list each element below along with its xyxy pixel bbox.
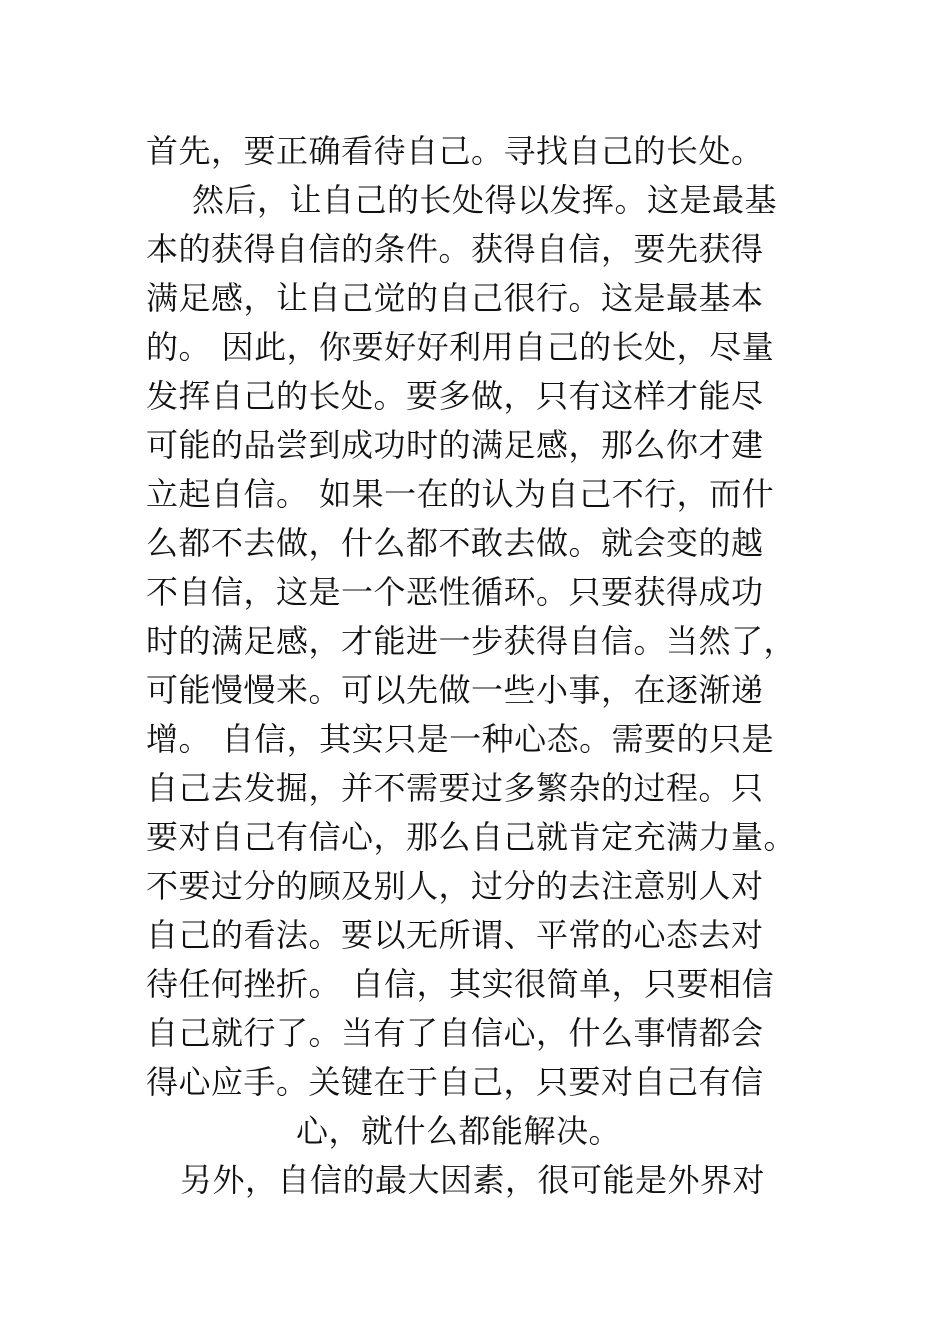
- text-line: 自己的看法。要以无所谓、平常的心态去对: [146, 916, 764, 954]
- text-line: 的。 因此，你要好好利用自己的长处，尽量: [146, 328, 775, 366]
- text-line: 不自信，这是一个恶性循环。只要获得成功: [146, 573, 764, 611]
- text-line: 然后，让自己的长处得以发挥。这是最基: [192, 181, 778, 219]
- text-line: 立起自信。 如果一在的认为自己不行，而什: [146, 475, 775, 513]
- text-line: 得心应手。关键在于自己，只要对自己有信: [146, 1063, 764, 1101]
- body-text: [146, 127, 846, 1205]
- text-line: 本的获得自信的条件。获得自信，要先获得: [146, 230, 764, 268]
- text-line: 心，就什么都能解决。: [296, 1112, 622, 1150]
- text-line: 可能的品尝到成功时的满足感，那么你才建: [146, 426, 764, 464]
- text-line: 不要过分的顾及别人，过分的去注意别人对: [146, 867, 764, 905]
- text-line: 么都不去做，什么都不敢去做。就会变的越: [146, 524, 764, 562]
- text-line: 发挥自己的长处。要多做，只有这样才能尽: [146, 377, 764, 415]
- text-line: 满足感，让自己觉的自己很行。这是最基本: [146, 279, 764, 317]
- text-line: 自己去发掘，并不需要过多繁杂的过程。只: [146, 769, 764, 807]
- text-line: 增。 自信，其实只是一种心态。需要的只是: [146, 720, 775, 758]
- text-line: 自己就行了。当有了自信心，什么事情都会: [146, 1014, 764, 1052]
- text-line: 要对自己有信心，那么自己就肯定充满力量。: [146, 818, 797, 856]
- text-line: 时的满足感，才能进一步获得自信。当然了，: [146, 622, 797, 660]
- text-line: 可能慢慢来。可以先做一些小事，在逐渐递: [146, 671, 764, 709]
- text-line: 首先，要正确看待自己。寻找自己的长处。: [146, 132, 764, 170]
- text-line: 另外，自信的最大因素，很可能是外界对: [180, 1161, 766, 1199]
- text-line: 待任何挫折。 自信，其实很简单，只要相信: [146, 965, 775, 1003]
